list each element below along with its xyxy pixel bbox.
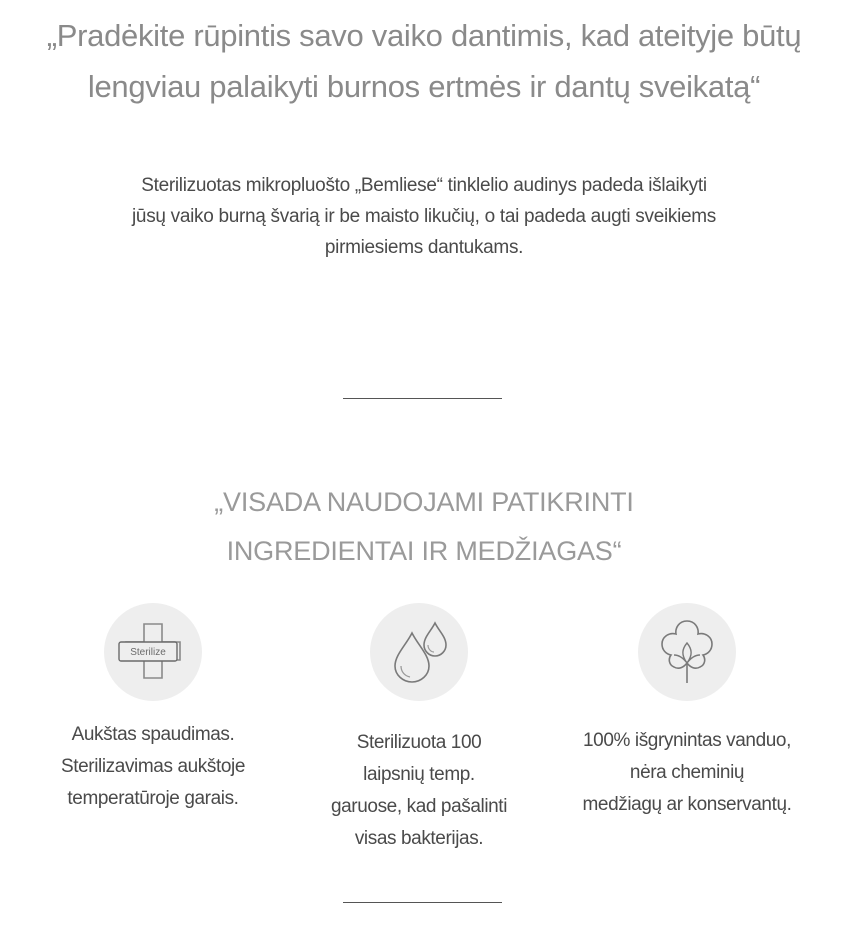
divider <box>343 398 502 399</box>
feature-line: visas bakterijas. <box>354 828 484 849</box>
cotton-icon <box>638 603 736 701</box>
feature-line: Sterilizuota 100 <box>356 732 482 753</box>
icon-circle <box>638 603 736 701</box>
headline-line: „Pradėkite rūpintis savo vaiko dantimis, kad ateityje būtų <box>46 18 802 53</box>
icon-circle <box>104 603 202 701</box>
feature-description <box>23 719 283 815</box>
icon-circle <box>370 603 468 701</box>
feature-description <box>557 725 817 821</box>
feature-line: Aukštas spaudimas. <box>71 724 235 745</box>
feature-sterilize <box>23 603 283 815</box>
feature-steam <box>289 603 549 855</box>
feature-line: Sterilizavimas aukštoje <box>60 756 246 777</box>
intro-line: pirmiesiems dantukams. <box>324 237 524 258</box>
feature-line: garuose, kad pašalinti <box>330 796 508 817</box>
feature-purified-water <box>557 603 817 821</box>
section-title-line: „VISADA NAUDOJAMI PATIKRINTI <box>214 487 634 517</box>
feature-description <box>289 727 549 855</box>
section-title <box>0 478 848 576</box>
feature-line: medžiagų ar konservantų. <box>582 794 792 815</box>
headline-line: lengviau palaikyti burnos ertmės ir dantų sveikatą“ <box>87 69 761 104</box>
headline <box>0 10 848 112</box>
sterilize-label: Sterilize <box>130 647 166 658</box>
intro-line: Sterilizuotas mikropluošto „Bemliese“ tinklelio audinys padeda išlaikyti <box>141 175 707 196</box>
intro-paragraph <box>0 170 848 263</box>
section-title-line: INGREDIENTAI IR MEDŽIAGAS“ <box>226 536 622 566</box>
sterilize-cross-icon <box>104 603 202 701</box>
feature-line: laipsnių temp. <box>363 764 475 785</box>
feature-line: nėra cheminių <box>629 762 745 783</box>
water-drops-icon <box>370 603 468 701</box>
feature-line: temperatūroje garais. <box>67 788 239 809</box>
intro-line: jūsų vaiko burną švarią ir be maisto likučių, o tai padeda augti sveikiems <box>132 206 716 227</box>
divider <box>343 902 502 903</box>
feature-line: 100% išgrynintas vanduo, <box>583 730 791 751</box>
